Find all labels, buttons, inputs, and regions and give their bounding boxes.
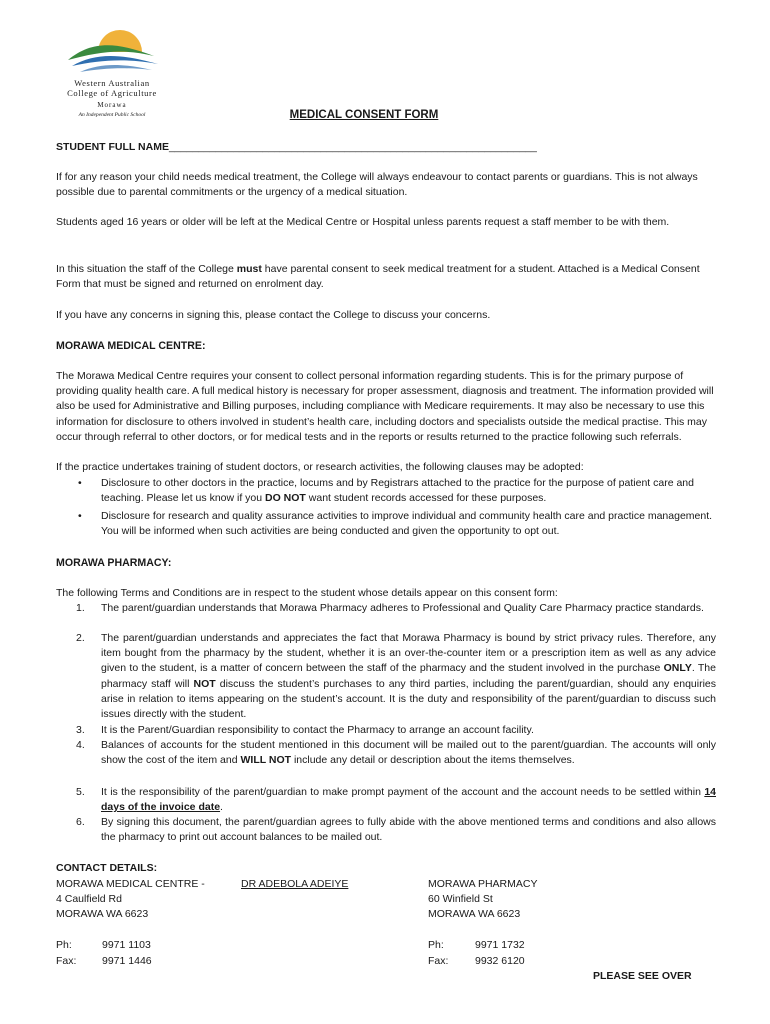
pharmacy-name: MORAWA PHARMACY bbox=[428, 878, 538, 890]
pharmacy-intro: The following Terms and Conditions are in respect to the student whose details appear on this consent form: bbox=[56, 587, 558, 599]
medical-centre-intro: If the practice undertakes training of student doctors, or research activities, the following clauses may be adopted: bbox=[56, 461, 584, 473]
medical-ph-label: Ph: bbox=[56, 939, 72, 951]
emphasis-must: must bbox=[236, 263, 262, 275]
pharmacy-fax: 9932 6120 bbox=[475, 955, 525, 967]
pharmacy-term-6: 6. By signing this document, the parent/guardian agrees to fully abide with the above mentioned terms and conditions and also allows the pharmacy to print out account balances to be mailed out. bbox=[76, 816, 716, 844]
emphasis-do-not: DO NOT bbox=[265, 492, 306, 505]
contact-heading: CONTACT DETAILS: bbox=[56, 862, 158, 874]
pharmacy-fax-label: Fax: bbox=[428, 955, 449, 967]
medical-centre-name: MORAWA MEDICAL CENTRE - bbox=[56, 878, 205, 890]
pharmacy-term-4: 4. Balances of accounts for the student mentioned in this document will be mailed out to the parent/guardian. The accounts will only show the cost of the item and WILL NOT include any detail or description about the items themselves. bbox=[76, 739, 716, 767]
pharmacy-address-1: 60 Winfield St bbox=[428, 893, 493, 905]
intro-paragraph-2: Students aged 16 years or older will be left at the Medical Centre or Hospital unless parents request a staff member to be with them. bbox=[56, 216, 670, 228]
pharmacy-term-1: 1. The parent/guardian understands that Morawa Pharmacy adheres to Professional and Quality Care Pharmacy practice standards. bbox=[76, 602, 704, 614]
medical-bullet-2: • Disclosure for research and quality assurance activities to improve individual and community health care and practice management. You will be informed when such activities are being conducted and given the opportunity to opt out. bbox=[78, 510, 713, 538]
college-logo bbox=[50, 30, 174, 120]
logo-line-3: Morawa bbox=[97, 101, 127, 109]
payment-deadline: 14 days of the invoice date bbox=[101, 786, 716, 814]
pharmacy-address-2: MORAWA WA 6623 bbox=[428, 908, 521, 920]
college-logo-emblem-icon bbox=[62, 30, 162, 76]
pharmacy-term-5: 5. It is the responsibility of the parent/guardian to make prompt payment of the account and the account needs to be settled within 14 days of the invoice date. bbox=[76, 786, 716, 814]
medical-fax: 9971 1446 bbox=[102, 955, 152, 967]
bullet-icon: • bbox=[78, 477, 82, 489]
medical-centre-address-1: 4 Caulfield Rd bbox=[56, 893, 122, 905]
student-name-field[interactable]: _______________________________________________________________ bbox=[168, 141, 537, 153]
pharmacy-phone: 9971 1732 bbox=[475, 939, 525, 951]
intro-paragraph-3: In this situation the staff of the College must have parental consent to seek medical treatment for a student. Attached is a Medical Consent Form that must be signed and returned on enrolment day. bbox=[56, 263, 700, 291]
pharmacy-term-2: 2. The parent/guardian understands and appreciates the fact that Morawa Pharmacy is bound by strict privacy rules. Therefore, any item bought from the pharmacy by the student, whether it is an over-the-counter item or a prescription item as well as any advice given to the student, is a matter of concern between the staff of the pharmacy and the student involved in the purchase ONLY. The pharmacy staff will NOT discuss the student’s purchases to any third parties, including the parent/guardian, should any enquiries arise in relation to items appearing on the student’s account. It is the duty and responsibility of the parent/guardian to discuss such issues directly with the student. bbox=[76, 632, 716, 721]
page-title: MEDICAL CONSENT FORM bbox=[289, 109, 439, 121]
medical-phone: 9971 1103 bbox=[102, 939, 151, 951]
medical-centre-heading: MORAWA MEDICAL CENTRE: bbox=[56, 340, 206, 352]
logo-line-1: Western Australian bbox=[74, 78, 150, 88]
doctor-name: DR ADEBOLA ADEIYE bbox=[241, 878, 349, 890]
please-see-over: PLEASE SEE OVER bbox=[593, 970, 692, 982]
student-name-label: STUDENT FULL NAME bbox=[56, 141, 169, 153]
medical-fax-label: Fax: bbox=[56, 955, 77, 967]
pharmacy-term-3: 3. It is the Parent/Guardian responsibility to contact the Pharmacy to arrange an account facility. bbox=[76, 724, 534, 736]
medical-centre-address-2: MORAWA WA 6623 bbox=[56, 908, 149, 920]
logo-line-2: College of Agriculture bbox=[67, 88, 157, 98]
pharmacy-heading: MORAWA PHARMACY: bbox=[56, 557, 172, 569]
bullet-icon: • bbox=[78, 510, 82, 522]
intro-paragraph-1: If for any reason your child needs medical treatment, the College will always endeavour to contact parents or guardians. This is not always possible due to parental commitments or the urgency of a medical situation. bbox=[56, 171, 698, 199]
intro-paragraph-4: If you have any concerns in signing this, please contact the College to discuss your concerns. bbox=[56, 309, 491, 321]
medical-centre-paragraph: The Morawa Medical Centre requires your consent to collect personal information regarding students. This is for the primary purpose of providing quality health care. A full medical history is necessary for proper assessment, diagnosis and treatment. The information provided will also be used for Administrative and Billing purposes, including compliance with Medicare requirements. It may also be necessary to use this information for disclosure to others involved in student’s health care, including doctors and specialists outside the medical practise. This may occur through referral to other doctors, or for medical tests and in the reports or results returned to the practice following such referrals. bbox=[56, 370, 714, 443]
medical-bullet-1: • Disclosure to other doctors in the practice, locums and by Registrars attached to the practice for the purpose of patient care and teaching. Please let us know if you DO NOT want student records accessed for these purposes. bbox=[78, 477, 694, 505]
pharmacy-ph-label: Ph: bbox=[428, 939, 444, 951]
logo-line-4: An Independent Public School bbox=[78, 112, 146, 118]
student-name-line bbox=[56, 140, 716, 155]
